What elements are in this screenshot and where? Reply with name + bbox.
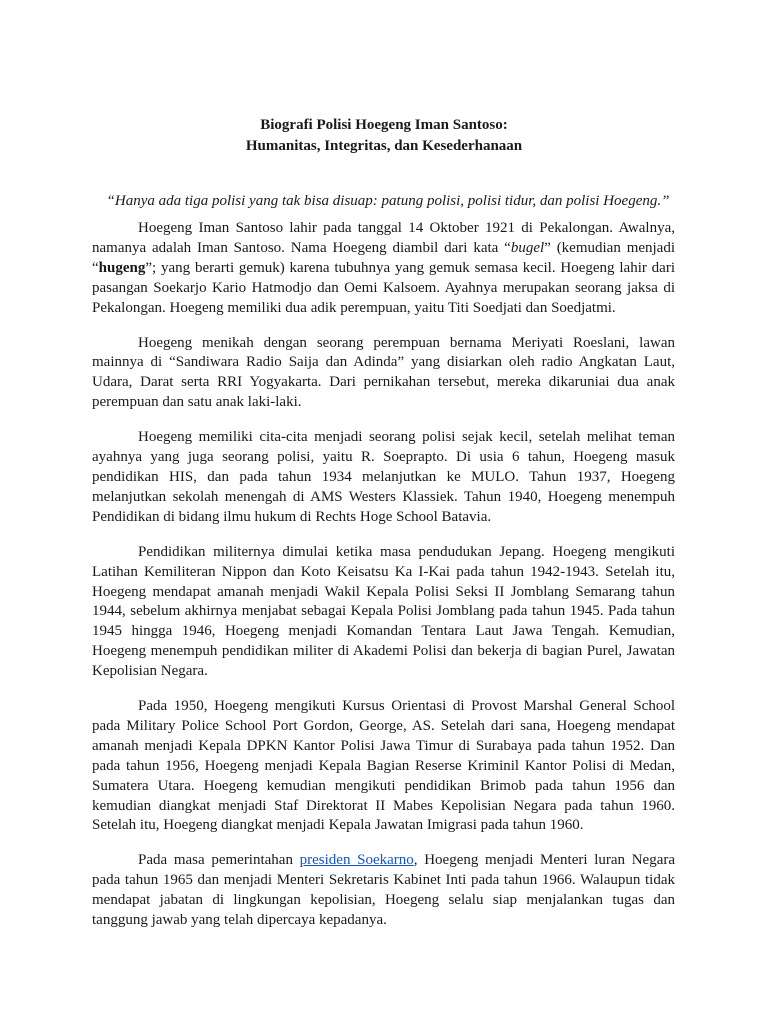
document-title bbox=[0, 115, 768, 157]
paragraph-1-part-c: ”; yang berarti gemuk) karena tubuhnya yang gemuk semasa kecil. Hoegeng lahir dari pasangan Soekarjo Kario Hatmodjo dan Oemi Kalsoem. Ayahnya merupakan seorang jaksa di Pekalongan. Hoegeng memiliki dua adik perempuan, yaitu Titi Soedjati dan Soedjatmi. bbox=[92, 259, 675, 316]
paragraph-1 bbox=[92, 219, 675, 319]
paragraph-1-part-a: Hoegeng Iman Santoso lahir pada tanggal 14 Oktober 1921 di Pekalongan. Awalnya, namanya adalah Iman Santoso. Nama Hoegeng diambil dari kata “ bbox=[92, 220, 675, 256]
paragraph-6-part-a: Pada masa pemerintahan bbox=[138, 852, 300, 869]
word-bugel: bugel bbox=[510, 239, 545, 256]
paragraph-6-part-b: , Hoegeng menjadi Menteri luran Negara pada tahun 1965 dan menjadi Menteri Sekretaris Kabinet Inti pada tahun 1966. Walaupun tidak mendapat jabatan di lingkungan kepolisian, Hoegeng selalu siap menjalankan tugas dan tanggung jawab yang telah dipercaya kepadanya. bbox=[92, 852, 676, 929]
document-body bbox=[92, 219, 675, 946]
presiden-soekarno-link[interactable]: presiden Soekarno bbox=[299, 852, 414, 869]
word-hugeng: hugeng bbox=[98, 259, 146, 276]
title-line-1: Biografi Polisi Hoegeng Iman Santoso: bbox=[260, 117, 508, 133]
title-line-2: Humanitas, Integritas, dan Kesederhanaan bbox=[245, 138, 523, 154]
paragraph-4: Pendidikan militernya dimulai ketika masa pendudukan Jepang. Hoegeng mengikuti Latihan Kemiliteran Nippon dan Koto Keisatsu Ka I-Kai pada tahun 1942-1943. Setelah itu, Hoegeng mendapat amanah menjadi Wakil Kepala Polisi Seksi II Jomblang Semarang tahun 1944, sebelum akhirnya menjabat sebagai Kepala Polisi Jomblang pada tahun 1945. Pada tahun 1945 hingga 1946, Hoegeng menjadi Komandan Tentara Laut Jawa Tengah. Kemudian, Hoegeng menempuh pendidikan militer di Akademi Polisi dan bekerja di bagian Purel, Jawatan Kepolisian Negara. bbox=[92, 543, 675, 680]
paragraph-6 bbox=[92, 851, 675, 931]
paragraph-3: Hoegeng memiliki cita-cita menjadi seorang polisi sejak kecil, setelah melihat teman ayahnya yang juga seorang polisi, yaitu R. Soeprapto. Di usia 6 tahun, Hoegeng masuk pendidikan HIS, dan pada tahun 1934 melanjutkan ke MULO. Tahun 1937, Hoegeng melanjutkan sekolah menengah di AMS Westers Klassiek. Tahun 1940, Hoegeng menempuh Pendidikan di bidang ilmu hukum di Rechts Hoge School Batavia. bbox=[92, 429, 675, 525]
paragraph-2: Hoegeng menikah dengan seorang perempuan bernama Meriyati Roeslani, lawan mainnya di “Sandiwara Radio Saija dan Adinda” yang disiarkan oleh radio Angkatan Laut, Udara, Darat serta RRI Yogyakarta. Dari pernikahan tersebut, mereka dikaruniai dua anak perempuan dan satu anak laki-laki. bbox=[92, 334, 675, 411]
paragraph-5: Pada 1950, Hoegeng mengikuti Kursus Orientasi di Provost Marshal General School pada Military Police School Port Gordon, George, AS. Setelah dari sana, Hoegeng mendapat amanah menjadi Kepala DPKN Kantor Polisi Jawa Timur di Surabaya pada tahun 1952. Dan pada tahun 1956, Hoegeng menjadi Kepala Bagian Reserse Kriminil Kantor Polisi di Medan, Sumatera Utara. Hoegeng kemudian mengikuti pendidikan Brimob pada tahun 1956 dan kemudian diangkat menjadi Staf Direktorat II Mabes Kepolisian Negara pada tahun 1960. Setelah itu, Hoegeng diangkat menjadi Kepala Jawatan Imigrasi pada tahun 1960. bbox=[92, 698, 675, 834]
epigraph-quote: “Hanya ada tiga polisi yang tak bisa disuap: patung polisi, polisi tidur, dan polisi Hoegeng.” bbox=[106, 193, 670, 209]
paragraph-1-part-b: ” (kemudian menjadi “ bbox=[92, 239, 676, 276]
